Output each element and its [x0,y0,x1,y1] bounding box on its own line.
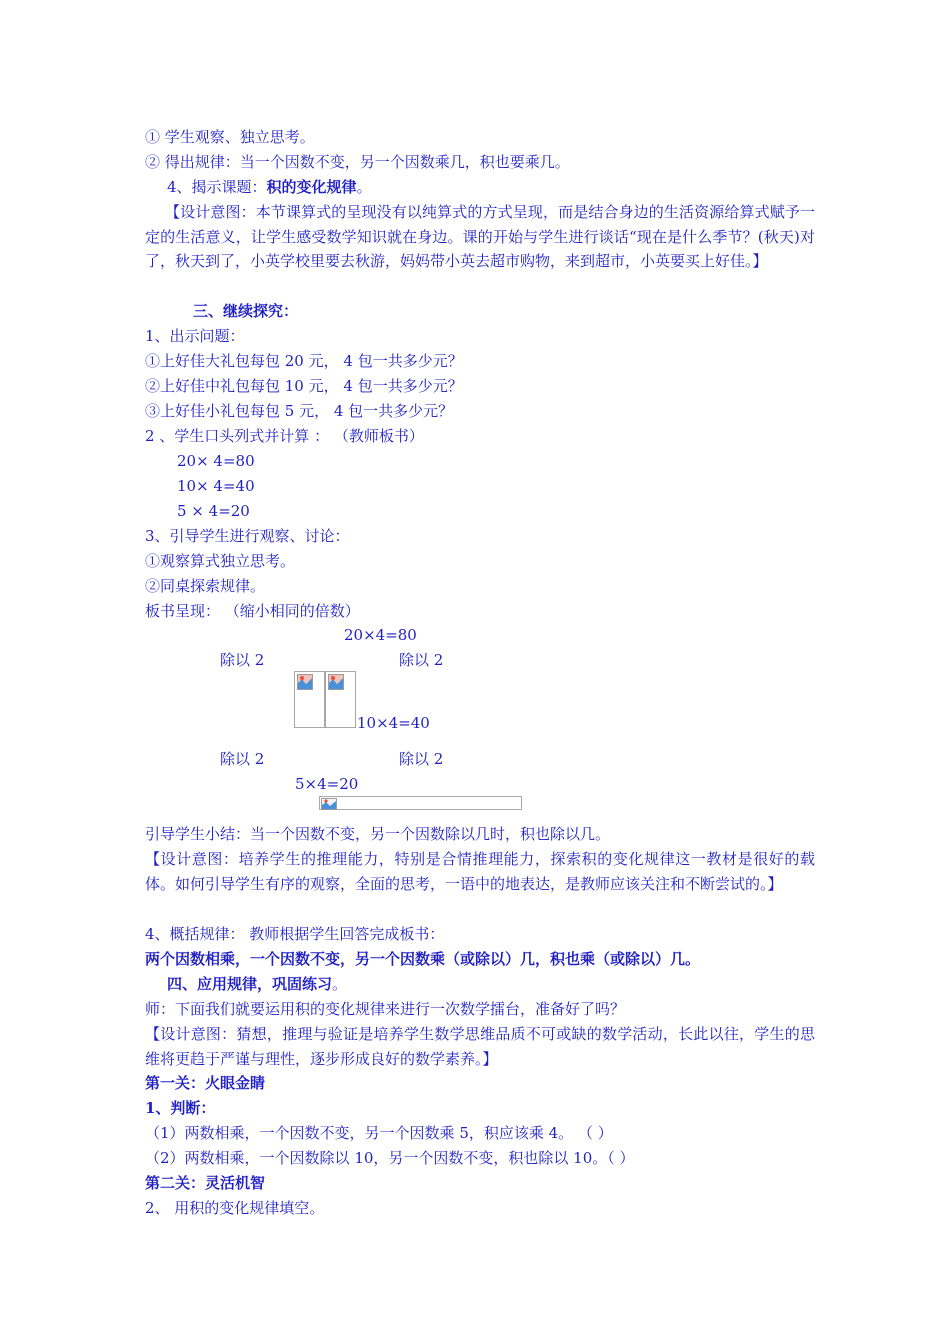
show-problems: 1、出示问题： [145,327,245,345]
guide-summary: 引导学生小结：当一个因数不变，另一个因数除以几时，积也除以几。 [145,825,611,843]
section-apply-rule [167,972,837,996]
level-one-title: 第一关：火眼金睛 [145,1074,266,1092]
observe-independent: ①观察算式独立思考。 [145,552,296,570]
judge-item-1: （1）两数相乘，一个因数不变，另一个因数乘 5，积应该乘 4。 （ ） [145,1124,613,1142]
broken-image-icon [328,674,344,690]
equation-2: 10× 4=40 [177,477,255,495]
design-intent-1: 【设计意图：本节课算式的呈现没有以纯算式的方式呈现，而是结合身边的生活资源给算式赋予一定的生活意义，让学生感受数学知识就在身边。课的开始与学生进行谈话“现在是什么季节？(秋天)对了，秋天到了，小英学校里要去秋游，妈妈带小英去超市购物，来到超市，小英要买上好佳。】 [145,203,815,270]
design-intent-2: 【设计意图：培养学生的推理能力，特别是合情推理能力，探索积的变化规律这一教材是很好的载体。如何引导学生有序的观察，全面的思考，一语中的地表达，是教师应该关注和不断尝试的。】 [145,850,815,893]
design-intent-3: 【设计意图：猜想，推理与验证是培养学生数学思维品质不可或缺的数学活动，长此以往，学生的思维将更趋于严谨与理性，逐步形成良好的数学素养。】 [145,1025,815,1068]
section-apply-rule-suffix: 。 [332,975,348,993]
judge-item-2: （2）两数相乘，一个因数除以 10，另一个因数不变，积也除以 10。（ ） [145,1149,635,1167]
rule-statement: 两个因数相乘，一个因数不变，另一个因数乘（或除以）几，积也乘（或除以）几。 [145,950,701,968]
step-rule: ② 得出规律：当一个因数不变，另一个因数乘几，积也要乘几。 [145,153,570,171]
diagram-divide-top-right: 除以 2 [399,651,444,669]
diagram-divide-bottom-right: 除以 2 [399,750,444,768]
diagram-top-equation: 20×4=80 [344,626,417,644]
diagram-middle-equation: 10×4=40 [357,714,430,732]
section-continue-explore: 三、继续探究： [193,302,299,320]
broken-image-right [325,671,356,728]
equation-3: 5 × 4=20 [177,502,250,520]
problem-2: ②上好佳中礼包每包 10 元， 4 包一共多少元？ [145,377,463,395]
judge-heading: 1、判断： [145,1099,216,1117]
diagram-bottom-equation: 5×4=20 [295,775,359,793]
broken-image-icon [321,798,337,810]
level-two-title: 第二关：灵活机智 [145,1174,266,1192]
board-display: 板书呈现： （缩小相同的倍数） [145,602,360,620]
diagram-divide-top-left: 除以 2 [220,651,265,669]
diagram-divide-bottom-left: 除以 2 [220,750,265,768]
broken-image-icon [297,674,313,690]
oral-calculation: 2 、学生口头列式并计算 ： （教师板书） [145,427,424,445]
step-reveal-prefix: 4、揭示课题： [167,178,267,196]
problem-3: ③上好佳小礼包每包 5 元， 4 包一共多少元？ [145,402,454,420]
topic-title: 积的变化规律 [266,178,357,196]
section-apply-rule-title: 四、应用规律，巩固练习 [167,975,333,993]
step-observe: ① 学生观察、独立思考。 [145,128,315,146]
explore-with-partner: ②同桌探索规律。 [145,577,266,595]
problem-1: ①上好佳大礼包每包 20 元， 4 包一共多少元？ [145,352,463,370]
broken-image-bottom [319,796,522,810]
guide-observe: 3、引导学生进行观察、讨论： [145,527,350,545]
step-reveal-topic [167,175,837,199]
teacher-prompt: 师：下面我们就要运用积的变化规律来进行一次数学擂台，准备好了吗？ [145,1000,626,1018]
generalize-rule: 4、概括规律： 教师根据学生回答完成板书： [145,925,445,943]
equation-1: 20× 4=80 [177,452,255,470]
fill-in-blank-heading: 2、 用积的变化规律填空。 [145,1199,325,1217]
step-reveal-suffix: 。 [356,178,372,196]
broken-image-left [294,671,325,728]
